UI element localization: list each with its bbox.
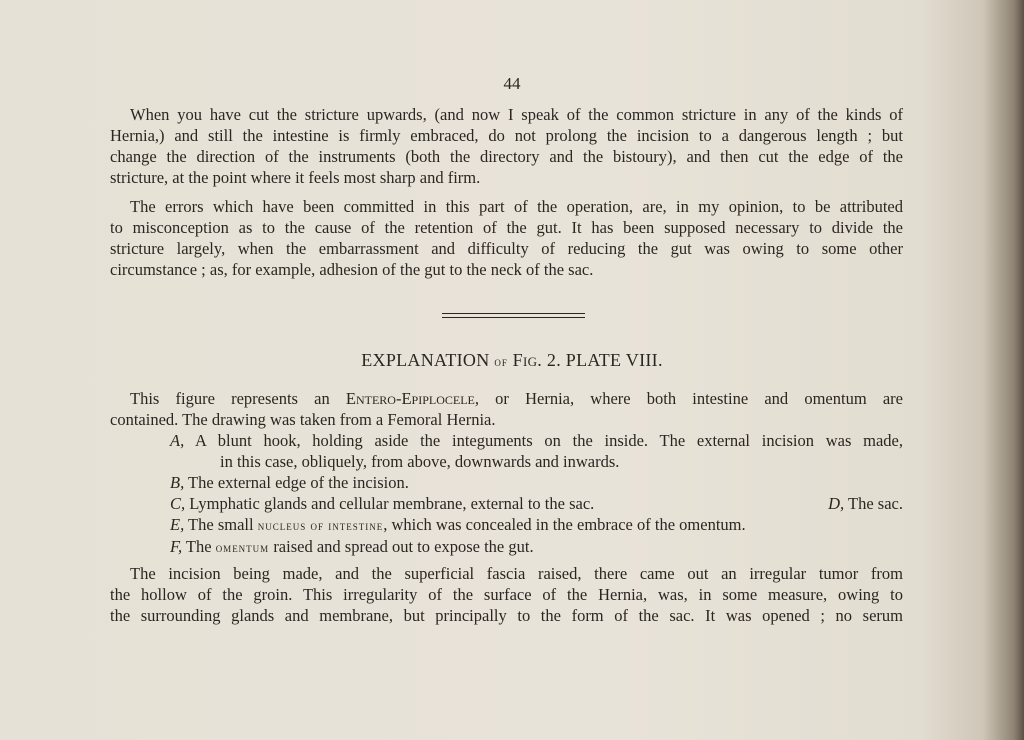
text-run: , or Hernia, where both intestine and omentum are	[474, 389, 903, 408]
term-nucleus-of-intestine: nucleus of intestine	[257, 518, 384, 533]
heading-explanation: EXPLANATION	[361, 350, 490, 370]
item-letter: C,	[170, 494, 186, 513]
text-run: The	[185, 537, 216, 556]
item-a	[110, 430, 903, 451]
paragraph-incision	[110, 563, 903, 626]
page-number: 44	[503, 74, 521, 93]
text-line	[110, 388, 903, 409]
item-text: The external edge of the incision.	[188, 473, 409, 492]
item-b	[110, 472, 903, 493]
item-letter: A,	[170, 431, 185, 450]
item-c-d	[110, 493, 903, 514]
item-e	[110, 514, 903, 536]
item-text: Lymphatic glands and cellular membrane, external to the sac.	[189, 494, 595, 513]
item-a-continued: in this case, obliquely, from above, downwards and inwards.	[220, 452, 620, 471]
text-line: to misconception as to the cause of the retention of the gut. It has been supposed necessary to divide the	[110, 218, 903, 237]
item-text: The sac.	[848, 494, 903, 513]
item-letter: D,	[828, 494, 845, 513]
text-line: The incision being made, and the superficial fascia raised, there came out an irregular tumor from	[130, 564, 903, 583]
section-heading	[0, 350, 1024, 371]
text-line: change the direction of the instruments (both the directory and the bistoury), and then cut the edge of the	[110, 147, 903, 166]
item-letter: B,	[170, 473, 185, 492]
text-line: Hernia,) and still the intestine is firmly embraced, do not prolong the incision to a dangerous length ; but	[110, 126, 903, 145]
item-d	[828, 493, 903, 514]
text-run: The small	[188, 515, 258, 534]
text-line: the surrounding glands and membrane, but principally to the form of the sac. It was opened ; no serum	[110, 606, 903, 625]
heading-figure-plate: Fig. 2. PLATE VIII.	[512, 350, 663, 370]
paragraph-stricture	[110, 104, 903, 188]
text-run: , which was concealed in the embrace of the omentum.	[383, 515, 746, 534]
item-letter: F,	[170, 537, 183, 556]
explanation-block	[110, 388, 903, 558]
heading-of: of	[494, 354, 508, 369]
text-line: circumstance ; as, for example, adhesion of the gut to the neck of the sac.	[110, 260, 594, 279]
item-c	[170, 493, 594, 514]
text-line: stricture largely, when the embarrassment and difficulty of reducing the gut was owing to some other	[110, 239, 903, 258]
item-letter: E,	[170, 515, 185, 534]
paragraph-errors	[110, 196, 903, 280]
text-line: stricture, at the point where it feels most sharp and firm.	[110, 168, 481, 187]
double-rule-divider	[442, 313, 585, 318]
text-line: When you have cut the stricture upwards, (and now I speak of the common stricture in any of the kinds of	[130, 105, 903, 124]
text-run: raised and spread out to expose the gut.	[269, 537, 534, 556]
term-entero-epiplocele: Entero-Epiplocele	[345, 389, 475, 408]
item-f	[110, 536, 903, 558]
text-line: contained. The drawing was taken from a Femoral Hernia.	[110, 410, 496, 429]
text-run: This figure represents an	[130, 389, 346, 408]
text-line: the hollow of the groin. This irregularity of the surface of the Hernia, was, in some measure, owing to	[110, 585, 903, 604]
term-omentum: omentum	[215, 540, 270, 555]
text-line: The errors which have been committed in this part of the operation, are, in my opinion, to be attributed	[130, 197, 903, 216]
item-text: A blunt hook, holding aside the integuments on the inside. The external incision was made,	[195, 431, 903, 450]
